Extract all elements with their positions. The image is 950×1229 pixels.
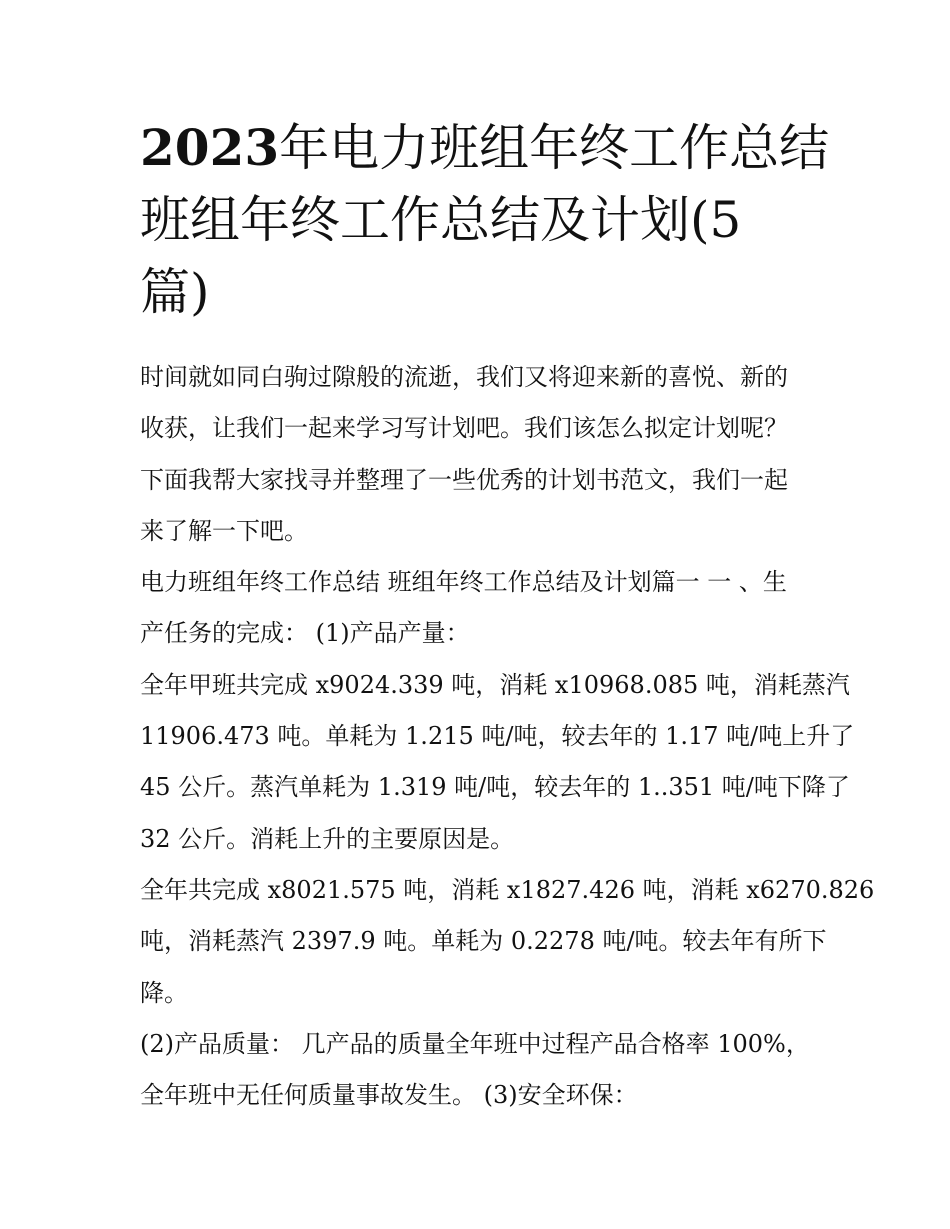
paragraph-section-heading [140,557,820,660]
text-line: 32 公斤。消耗上升的主要原因是。 [140,824,515,853]
paragraph-production-a [140,660,855,865]
text-line: 全年甲班共完成 x9024.339 吨，消耗 x10968.085 吨，消耗蒸汽 [140,670,850,699]
text-line: 产任务的完成： (1)产品产量： [140,619,470,648]
text-line: 时间就如同白驹过隙般的流逝，我们又将迎来新的喜悦、新的 [140,363,788,391]
paragraph-quality [140,1019,820,1122]
text-line: 电力班组年终工作总结 班组年终工作总结及计划篇一 一 、生 [140,568,787,597]
title-line [140,184,830,256]
paragraph-production-b [140,865,875,1019]
document-title [140,112,830,328]
text-line: 降。 [140,978,188,1007]
text-line: 吨，消耗蒸汽 2397.9 吨。单耗为 0.2278 吨/吨。较去年有所下 [140,927,827,956]
text-line: 全年班中无任何质量事故发生。 (3)安全环保： [140,1081,638,1110]
title-year: 2023 [140,118,280,177]
paragraph-intro [140,352,820,557]
title-text: 班组年终工作总结及计划(5 [140,191,742,249]
text-line: 全年共完成 x8021.575 吨，消耗 x1827.426 吨，消耗 x6270.826 [140,875,875,904]
title-line [140,112,830,184]
text-line: 下面我帮大家找寻并整理了一些优秀的计划书范文，我们一起 [140,465,788,494]
text-line: 11906.473 吨。单耗为 1.215 吨/吨，较去年的 1.17 吨/吨上升了 [140,722,855,751]
title-line [140,256,830,328]
document-body [140,352,875,1121]
text-line: 来了解一下吧。 [140,516,308,545]
text-line: (2)产品质量： 几产品的质量全年班中过程产品合格率 100%， [140,1029,810,1058]
title-text: 年电力班组年终工作总结 [279,119,830,177]
text-line: 45 公斤。蒸汽单耗为 1.319 吨/吨，较去年的 1..351 吨/吨下降了 [140,773,850,802]
title-text: 篇) [140,263,210,321]
text-line: 收获，让我们一起来学习写计划吧。我们该怎么拟定计划呢？ [140,414,788,443]
